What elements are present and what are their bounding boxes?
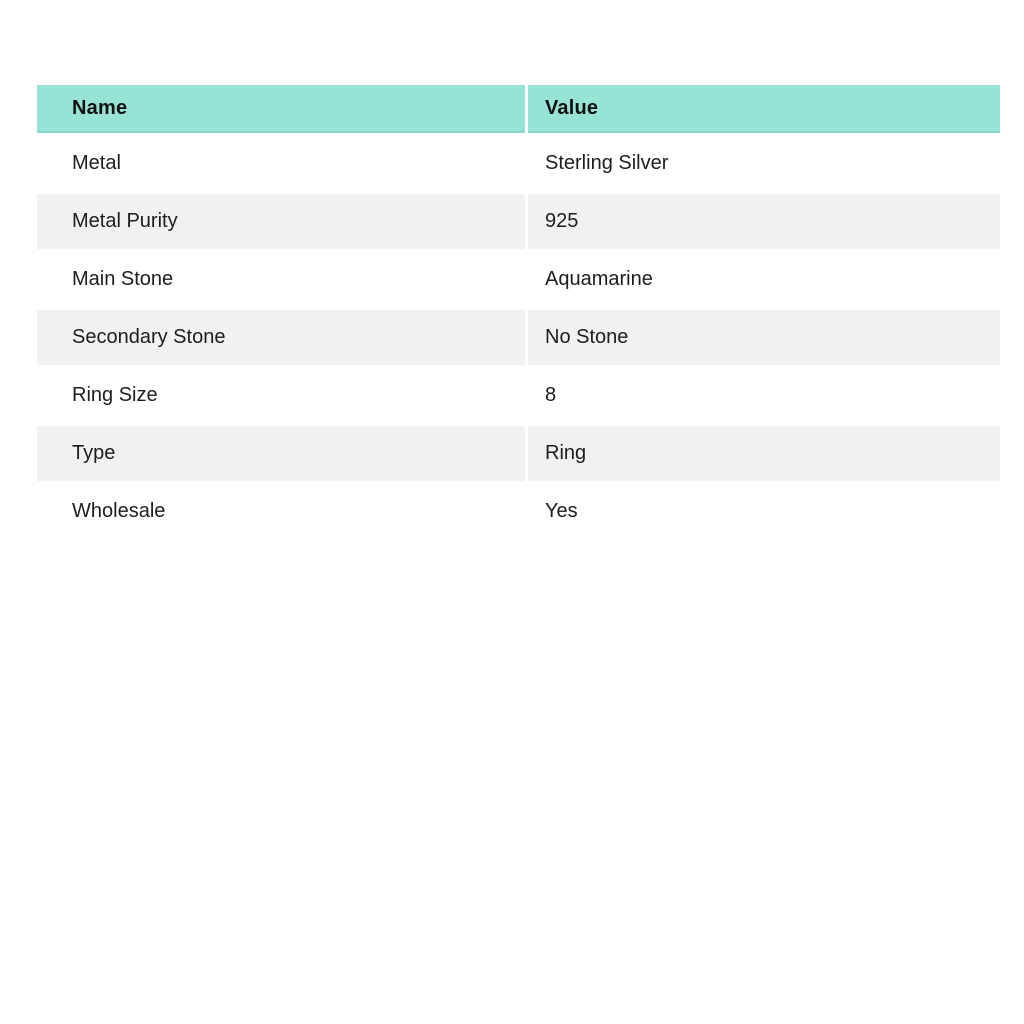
table-row <box>37 136 1000 191</box>
column-header-name: Name <box>37 85 525 133</box>
table-row <box>37 426 1000 481</box>
table-header <box>37 85 1000 133</box>
attribute-value-cell: Ring <box>528 426 1000 481</box>
attribute-name-cell: Ring Size <box>37 368 525 423</box>
table-row <box>37 194 1000 249</box>
attribute-name-cell: Secondary Stone <box>37 310 525 365</box>
table-row <box>37 252 1000 307</box>
attribute-name-cell: Type <box>37 426 525 481</box>
product-spec-table <box>34 82 1003 542</box>
attribute-value-cell: Yes <box>528 484 1000 539</box>
attribute-name-cell: Wholesale <box>37 484 525 539</box>
attribute-name-cell: Main Stone <box>37 252 525 307</box>
column-header-value: Value <box>528 85 1000 133</box>
attribute-value-cell: No Stone <box>528 310 1000 365</box>
attribute-value-cell: 8 <box>528 368 1000 423</box>
attribute-value-cell: Sterling Silver <box>528 136 1000 191</box>
attribute-name-cell: Metal Purity <box>37 194 525 249</box>
table-row <box>37 484 1000 539</box>
header-row <box>37 85 1000 133</box>
attribute-value-cell: Aquamarine <box>528 252 1000 307</box>
table-body <box>37 136 1000 539</box>
table-row <box>37 368 1000 423</box>
attribute-value-cell: 925 <box>528 194 1000 249</box>
attribute-name-cell: Metal <box>37 136 525 191</box>
table-row <box>37 310 1000 365</box>
